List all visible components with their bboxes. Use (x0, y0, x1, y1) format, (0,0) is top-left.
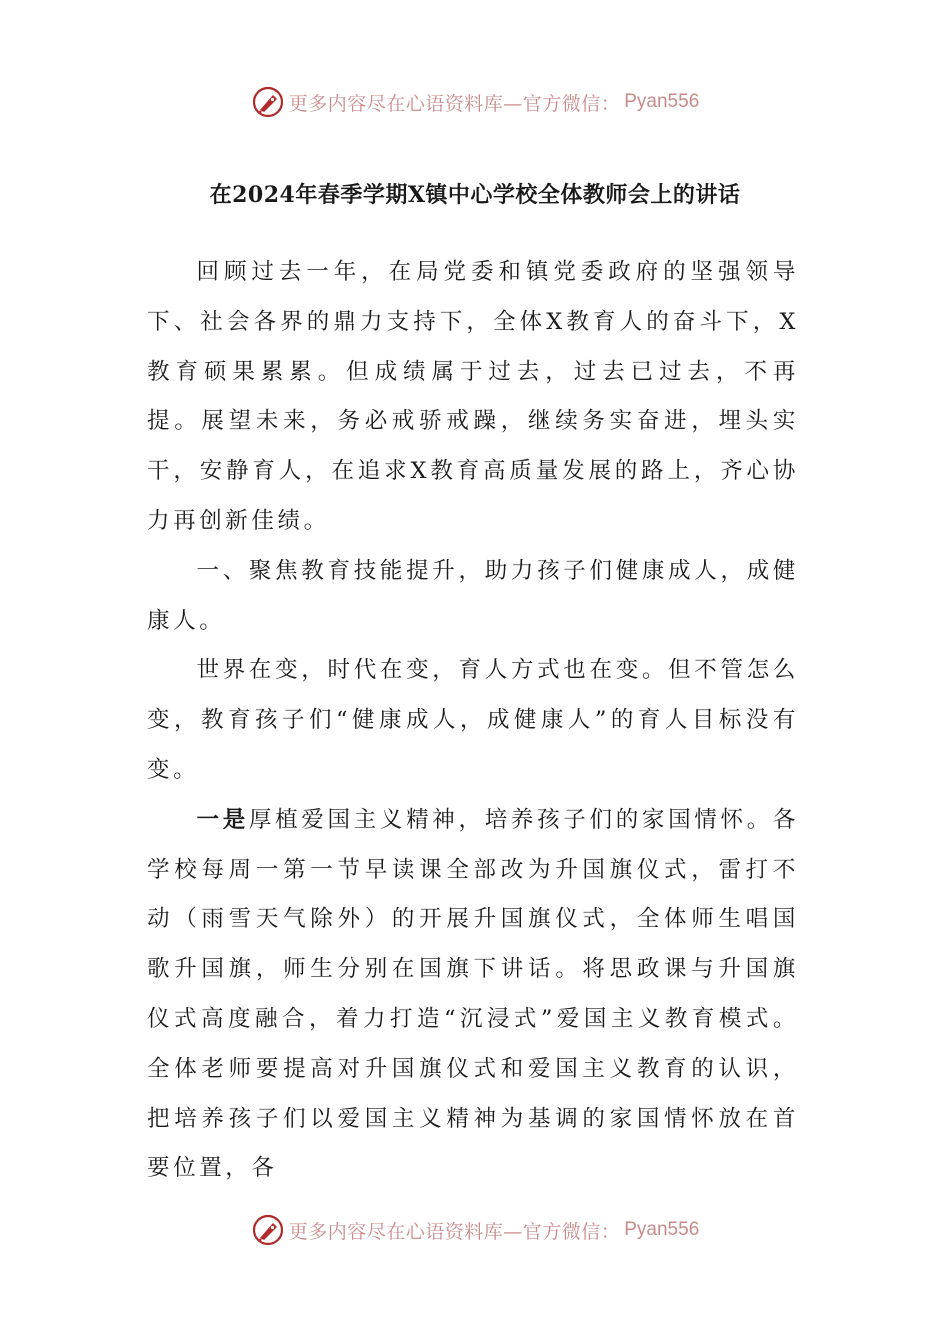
watermark-wechat-id: Pyan556 (624, 91, 700, 112)
pen-nib-logo-icon (251, 1213, 285, 1247)
point-one-text: 厚植爱国主义精神，培养孩子们的家国情怀。各学校每周一第一节早读课全部改为升国旗仪式，雷打不动（雨雪天气除外）的开展升国旗仪式，全体师生唱国歌升国旗，师生分别在国旗下讲话。将思政课与升国旗仪式高度融合，着力打造“沉浸式”爱国主义教育模式。全体老师要提高对升国旗仪式和爱国主义教育的认识，把培养孩子们以爱国主义精神为基调的家国情怀放在首要位置，各 (147, 806, 799, 1182)
paragraph-changing-times: 世界在变，时代在变，育人方式也在变。但不管怎么变，教育孩子们“健康成人，成健康人”的育人目标没有变。 (147, 657, 799, 783)
paragraph-point-one (147, 796, 799, 1194)
point-one-lead: 一是 (196, 806, 249, 833)
header-watermark-banner (0, 82, 950, 122)
paragraph-section-heading: 一、聚焦教育技能提升，助力孩子们健康成人，成健康人。 (147, 557, 799, 634)
watermark-wechat-id: Pyan556 (624, 1219, 700, 1240)
watermark-text: 更多内容尽在心语资料库—官方微信： (288, 92, 621, 115)
watermark-text: 更多内容尽在心语资料库—官方微信： (288, 1220, 621, 1243)
document-body (147, 248, 799, 1194)
document-title: 在2024年春季学期X镇中心学校全体教师会上的讲话 (209, 182, 741, 208)
footer-watermark-banner (0, 1210, 950, 1250)
pen-nib-logo-icon (251, 85, 285, 119)
paragraph-intro: 回顾过去一年，在局党委和镇党委政府的坚强领导下、社会各界的鼎力支持下，全体X教育人的奋斗下，X教育硕果累累。但成绩属于过去，过去已过去，不再提。展望未来，务必戒骄戒躁，继续务实奋进，埋头实干，安静育人，在追求X教育高质量发展的路上，齐心协力再创新佳绩。 (147, 259, 799, 534)
